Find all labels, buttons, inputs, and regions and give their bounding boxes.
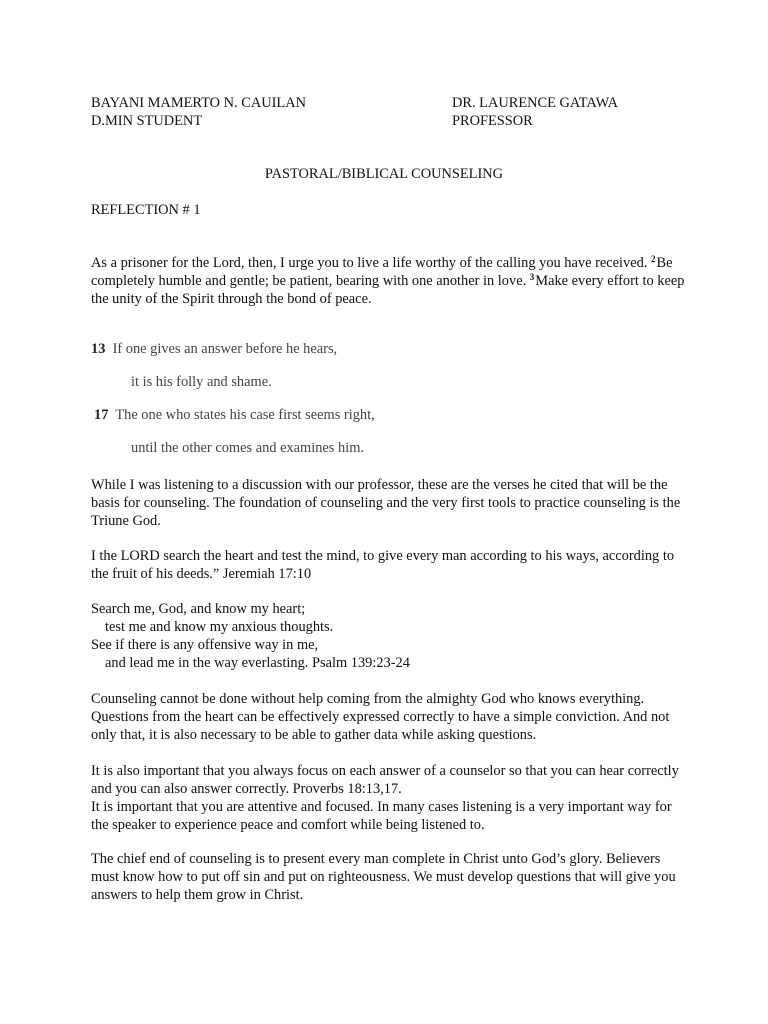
psalm-line-1: Search me, God, and know my heart; — [91, 601, 306, 617]
student-name: BAYANI MAMERTO N. CAUILAN — [91, 95, 307, 111]
psalm-line-3: See if there is any offensive way in me, — [91, 637, 319, 653]
student-info — [91, 94, 411, 130]
paragraph-professor-discussion: While I was listening to a discussion with our professor, these are the verses he cited that will be the basis for counseling. The foundation of counseling and the very first tools to practice counseling is the Triune God. — [91, 477, 681, 529]
proverbs-verse-13 — [91, 340, 337, 358]
verse-17-line-1: The one who states his case first seems right, — [115, 407, 375, 423]
paragraph-listening-part-1: It is also important that you always focus on each answer of a counselor so that you can hear correctly and you can also answer correctly. Proverbs 18:13,17. — [91, 763, 679, 797]
paragraph-counseling-help: Counseling cannot be done without help coming from the almighty God who knows everything. Questions from the heart can be effectively expressed correctly to have a simple conviction. And not only that, it is also necessary to be able to gather data while asking questions. — [91, 691, 670, 743]
psalm-line-4: and lead me in the way everlasting. Psalm 139:23-24 — [105, 655, 410, 671]
ephesians-text-3: Make every effort to keep the unity of the Spirit through the bond of peace. — [91, 273, 685, 307]
ephesians-text-2: Be completely humble and gentle; be patient, bearing with one another in love. — [91, 255, 673, 289]
psalm-passage — [91, 600, 691, 672]
professor-name: DR. LAURENCE GATAWA — [452, 95, 618, 111]
ephesians-passage — [91, 254, 691, 308]
paragraph-jeremiah: I the LORD search the heart and test the mind, to give every man according to his ways, according to the fruit of his deeds.” Jeremiah 17:10 — [91, 548, 675, 582]
verse-number-17: 17 — [94, 407, 109, 423]
verse-number-3: 3 — [529, 272, 535, 282]
psalm-line-2: test me and know my anxious thoughts. — [105, 619, 334, 635]
professor-role: PROFESSOR — [452, 113, 533, 129]
proverbs-verse-17 — [94, 406, 375, 424]
verse-number-2: 2 — [651, 254, 656, 264]
professor-info — [452, 94, 732, 130]
paragraph-listening — [91, 762, 691, 834]
reflection-label: REFLECTION # 1 — [91, 202, 201, 218]
document-title: PASTORAL/BIBLICAL COUNSELING — [264, 166, 504, 182]
student-role: D.MIN STUDENT — [91, 113, 203, 129]
verse-number-13: 13 — [91, 341, 106, 357]
paragraph-chief-end: The chief end of counseling is to present every man complete in Christ unto God’s glory. Believers must know how to put off sin and put on righteousness. We must develop questions that will give you answers to help them grow in Christ. — [91, 851, 676, 903]
verse-13-line-1: If one gives an answer before he hears, — [112, 341, 338, 357]
ephesians-text-1: As a prisoner for the Lord, then, I urge you to live a life worthy of the calling you have received. — [91, 255, 651, 271]
verse-13-line-2: it is his folly and shame. — [131, 374, 272, 390]
paragraph-listening-part-2: It is important that you are attentive and focused. In many cases listening is a very important way for the speaker to experience peace and comfort while being listened to. — [91, 799, 672, 833]
verse-17-line-2: until the other comes and examines him. — [131, 440, 364, 456]
